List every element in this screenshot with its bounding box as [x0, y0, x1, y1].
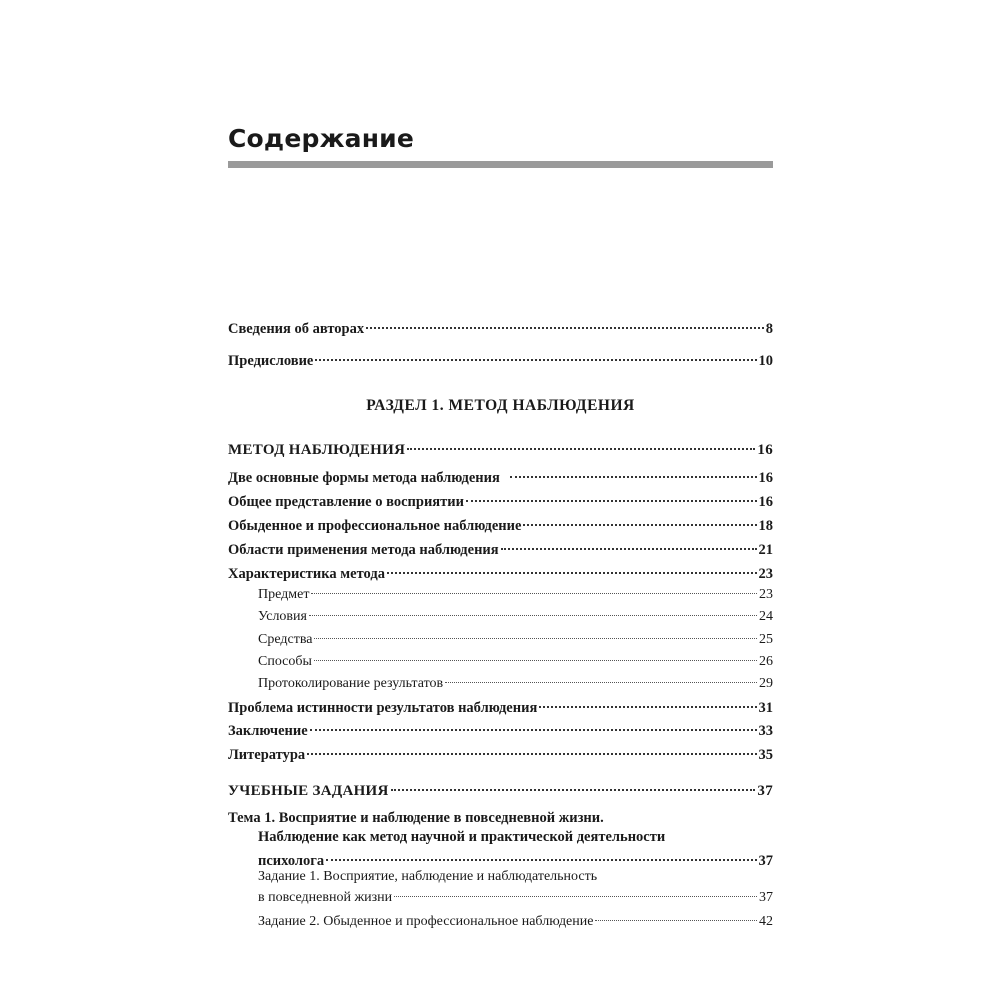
- toc-entry-perception[interactable]: [228, 489, 773, 511]
- leader-dots: [595, 906, 757, 921]
- leader-dots: [501, 533, 757, 550]
- leader-dots: [314, 624, 757, 639]
- toc-entry-page: 23: [759, 587, 773, 602]
- toc-entry-label: Общее представление о восприятии: [228, 493, 464, 510]
- toc-entry-label: Области применения метода наблюдения: [228, 541, 499, 558]
- toc-entry-label: Условия: [258, 609, 307, 624]
- toc-entry-label: Предисловие: [228, 352, 314, 369]
- section-title: РАЗДЕЛ 1. МЕТОД НАБЛЮДЕНИЯ: [366, 397, 635, 414]
- leader-dots: [394, 882, 757, 897]
- topic1-line1[interactable]: Тема 1. Восприятие и наблюдение в повседневной жизни.: [228, 810, 604, 826]
- toc-entry-label: Обыденное и профессиональное наблюдение: [228, 517, 522, 534]
- toc-entry-page: 37: [758, 852, 773, 869]
- toc-entry-method[interactable]: [228, 437, 773, 459]
- leader-dots: [314, 646, 757, 661]
- toc-entry-label: Проблема истинности результатов наблюдения: [228, 699, 538, 716]
- toc-entry-page: 35: [758, 746, 773, 763]
- leader-dots: [315, 344, 756, 361]
- toc-entry-literature[interactable]: [228, 742, 773, 764]
- toc-entry-page: 23: [758, 565, 773, 582]
- toc-page: [228, 0, 773, 1000]
- toc-entry-label: Характеристика метода: [228, 565, 385, 582]
- toc-entry-label: Заключение: [228, 722, 308, 739]
- toc-entry-means[interactable]: [258, 628, 773, 648]
- leader-dots: [539, 691, 756, 708]
- leader-dots: [366, 312, 764, 329]
- leader-dots: [523, 509, 756, 526]
- toc-entry-page: 29: [759, 676, 773, 691]
- toc-entry-label: в повседневной жизни: [258, 890, 393, 905]
- title-rule: [228, 161, 773, 168]
- toc-entry-authors[interactable]: [228, 316, 773, 338]
- toc-entry-task2[interactable]: [258, 910, 773, 930]
- toc-entry-label: Предмет: [258, 587, 310, 602]
- leader-dots: [326, 844, 756, 861]
- toc-entry-task1[interactable]: [258, 886, 773, 906]
- toc-entry-protocol[interactable]: [258, 672, 773, 692]
- toc-entry-ways[interactable]: [258, 650, 773, 670]
- leader-dots: [307, 738, 756, 755]
- toc-entry-label: психолога: [258, 852, 325, 869]
- leader-dots: [391, 774, 756, 791]
- toc-entry-label: УЧЕБНЫЕ ЗАДАНИЯ: [228, 783, 389, 799]
- toc-entry-label: Сведения об авторах: [228, 320, 365, 337]
- toc-entry-subject[interactable]: [258, 583, 773, 603]
- toc-entry-page: 16: [758, 493, 773, 510]
- page-title: Содержание: [228, 124, 415, 153]
- toc-entry-tasks[interactable]: [228, 778, 773, 800]
- leader-dots: [407, 433, 755, 450]
- toc-entry-applications[interactable]: [228, 537, 773, 559]
- toc-entry-page: 24: [759, 609, 773, 624]
- toc-entry-page: 25: [759, 632, 773, 647]
- leader-dots: [311, 579, 757, 594]
- toc-entry-page: 16: [757, 442, 773, 458]
- leader-dots: [387, 557, 757, 574]
- toc-entry-everyday[interactable]: [228, 513, 773, 535]
- toc-entry-page: 37: [759, 890, 773, 905]
- toc-entry-page: 16: [758, 469, 773, 486]
- toc-entry-page: 31: [758, 699, 773, 716]
- leader-dots: [445, 668, 757, 683]
- toc-entry-page: 10: [758, 352, 773, 369]
- leader-dots: [309, 601, 757, 616]
- toc-entry-page: 33: [758, 722, 773, 739]
- toc-entry-label: Способы: [258, 654, 312, 669]
- toc-entry-label: Литература: [228, 746, 306, 763]
- toc-entry-conclusion[interactable]: [228, 718, 773, 740]
- topic1-line2[interactable]: Наблюдение как метод научной и практической деятельности: [258, 829, 666, 845]
- leader-dots: [310, 714, 757, 731]
- toc-entry-label: Протоколирование результатов: [258, 676, 444, 691]
- toc-entry-preface[interactable]: [228, 348, 773, 370]
- leader-dots: [510, 461, 757, 478]
- toc-entry-label: Средства: [258, 632, 313, 647]
- toc-entry-label: Две основные формы метода наблюдения: [228, 469, 500, 486]
- toc-entry-page: 21: [758, 541, 773, 558]
- toc-entry-conditions[interactable]: [258, 605, 773, 625]
- toc-entry-label: Задание 2. Обыденное и профессиональное наблюдение: [258, 914, 594, 929]
- toc-entry-page: 37: [757, 783, 773, 799]
- task1-line1[interactable]: Задание 1. Восприятие, наблюдение и наблюдательность: [258, 869, 598, 884]
- toc-entry-label: МЕТОД НАБЛЮДЕНИЯ: [228, 442, 406, 458]
- toc-entry-two-forms[interactable]: [228, 465, 773, 487]
- toc-entry-page: 8: [765, 320, 773, 337]
- toc-entry-page: 42: [759, 914, 773, 929]
- toc-entry-page: 18: [758, 517, 773, 534]
- toc-entry-topic1[interactable]: [258, 848, 773, 870]
- leader-dots: [466, 485, 757, 502]
- toc-entry-page: 26: [759, 654, 773, 669]
